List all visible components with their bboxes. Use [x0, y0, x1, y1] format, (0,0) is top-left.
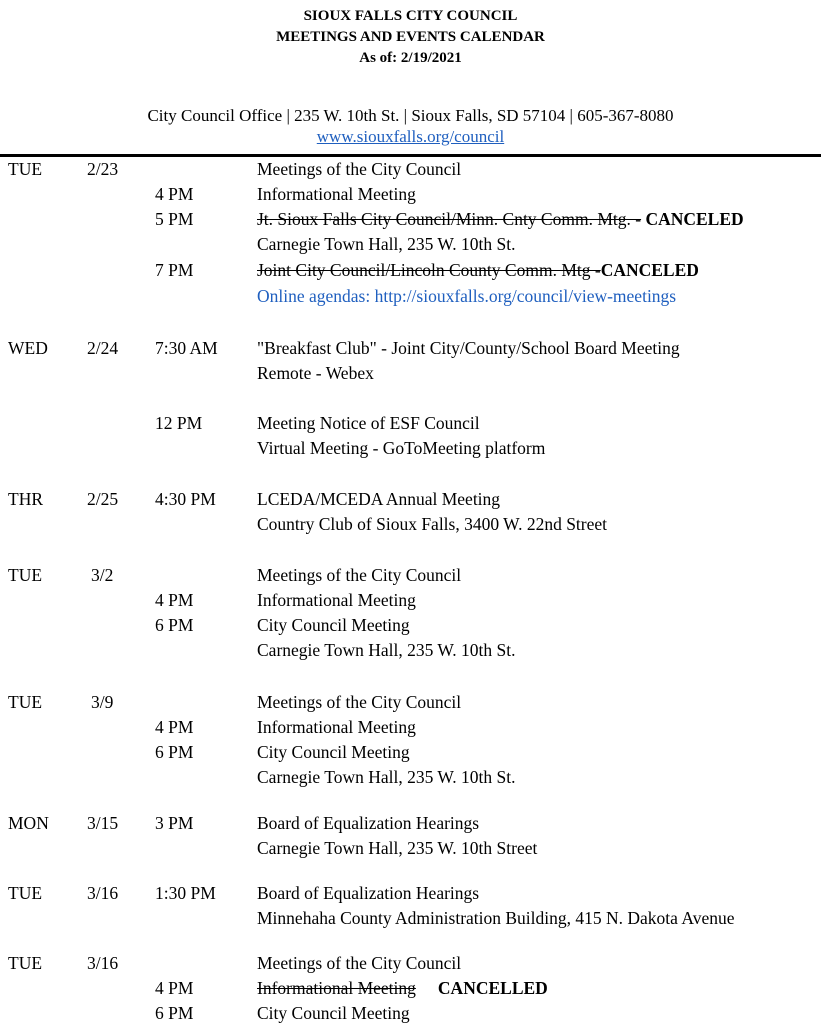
event-time: 6 PM	[155, 615, 194, 635]
event-location: Carnegie Town Hall, 235 W. 10th St.	[257, 767, 516, 787]
struck-text: Joint City Council/Lincoln County Comm. Mtg -	[257, 260, 601, 280]
event-title: Meetings of the City Council	[257, 159, 462, 179]
as-of-date: As of: 2/19/2021	[359, 50, 462, 66]
event-item: City Council Meeting	[257, 1003, 410, 1023]
event-item: Board of Equalization Hearings	[257, 883, 480, 903]
title-line-1: SIOUX FALLS CITY COUNCIL	[303, 8, 518, 24]
event-time: 3 PM	[155, 813, 194, 833]
event-item: LCEDA/MCEDA Annual Meeting	[257, 489, 501, 509]
event-time: 4:30 PM	[155, 489, 216, 509]
event-location: Carnegie Town Hall, 235 W. 10th Street	[257, 838, 538, 858]
event-item: Informational Meeting	[257, 717, 416, 737]
event-item: City Council Meeting	[257, 742, 410, 762]
event-location: Carnegie Town Hall, 235 W. 10th St.	[257, 234, 516, 254]
event-time: 6 PM	[155, 1003, 194, 1023]
event-date: 2/24	[87, 338, 119, 358]
cancelled-label: CANCELLED	[437, 978, 548, 998]
event-time: 1:30 PM	[155, 883, 216, 903]
website-line	[0, 127, 821, 147]
event-date: 3/2	[91, 565, 114, 585]
event-day: WED	[8, 338, 48, 358]
struck-text: Jt. Sioux Falls City Council/Minn. Cnty Comm. Mtg. -	[257, 209, 642, 229]
event-day: TUE	[8, 692, 43, 712]
event-item: Meeting Notice of ESF Council	[257, 413, 480, 433]
event-item: Board of Equalization Hearings	[257, 813, 480, 833]
event-item: City Council Meeting	[257, 615, 410, 635]
event-title: Meetings of the City Council	[257, 565, 462, 585]
event-time: 4 PM	[155, 184, 194, 204]
event-time: 7:30 AM	[155, 338, 218, 358]
event-item-cancelled	[257, 977, 548, 999]
event-time: 4 PM	[155, 590, 194, 610]
event-date: 3/15	[87, 813, 119, 833]
event-day: TUE	[8, 883, 43, 903]
event-location: Virtual Meeting - GoToMeeting platform	[257, 438, 546, 458]
event-item-cancelled	[257, 259, 699, 281]
struck-text: Informational Meeting	[257, 978, 416, 998]
event-time: 4 PM	[155, 978, 194, 998]
event-day: MON	[8, 813, 49, 833]
event-item: "Breakfast Club" - Joint City/County/School Board Meeting	[257, 338, 680, 358]
event-location: Country Club of Sioux Falls, 3400 W. 22nd Street	[257, 514, 608, 534]
title-line-2: MEETINGS AND EVENTS CALENDAR	[276, 29, 545, 45]
event-time: 6 PM	[155, 742, 194, 762]
event-date: 2/25	[87, 489, 119, 509]
event-time: 12 PM	[155, 413, 203, 433]
event-time: 5 PM	[155, 209, 194, 229]
header-divider	[0, 154, 821, 157]
website-link[interactable]: www.siouxfalls.org/council	[316, 127, 505, 146]
canceled-label: CANCELED	[641, 209, 744, 229]
event-day: THR	[8, 489, 43, 509]
event-item: Informational Meeting	[257, 184, 416, 204]
office-address: City Council Office | 235 W. 10th St. | Sioux Falls, SD 57104 | 605-367-8080	[147, 106, 674, 125]
event-day: TUE	[8, 565, 43, 585]
event-time: 4 PM	[155, 717, 194, 737]
event-title: Meetings of the City Council	[257, 953, 462, 973]
event-item: Informational Meeting	[257, 590, 416, 610]
event-date: 3/9	[91, 692, 114, 712]
event-day: TUE	[8, 159, 43, 179]
event-date: 3/16	[87, 953, 119, 973]
event-location: Carnegie Town Hall, 235 W. 10th St.	[257, 640, 516, 660]
event-date: 2/23	[87, 159, 119, 179]
event-location: Minnehaha County Administration Building, 415 N. Dakota Avenue	[257, 908, 735, 928]
canceled-label: CANCELED	[600, 260, 699, 280]
event-day: TUE	[8, 953, 43, 973]
event-title: Meetings of the City Council	[257, 692, 462, 712]
event-location: Remote - Webex	[257, 363, 374, 383]
online-agendas-link[interactable]: Online agendas: http://siouxfalls.org/council/view-meetings	[257, 286, 677, 306]
event-date: 3/16	[87, 883, 119, 903]
event-item-cancelled	[257, 208, 744, 230]
event-time: 7 PM	[155, 260, 194, 280]
